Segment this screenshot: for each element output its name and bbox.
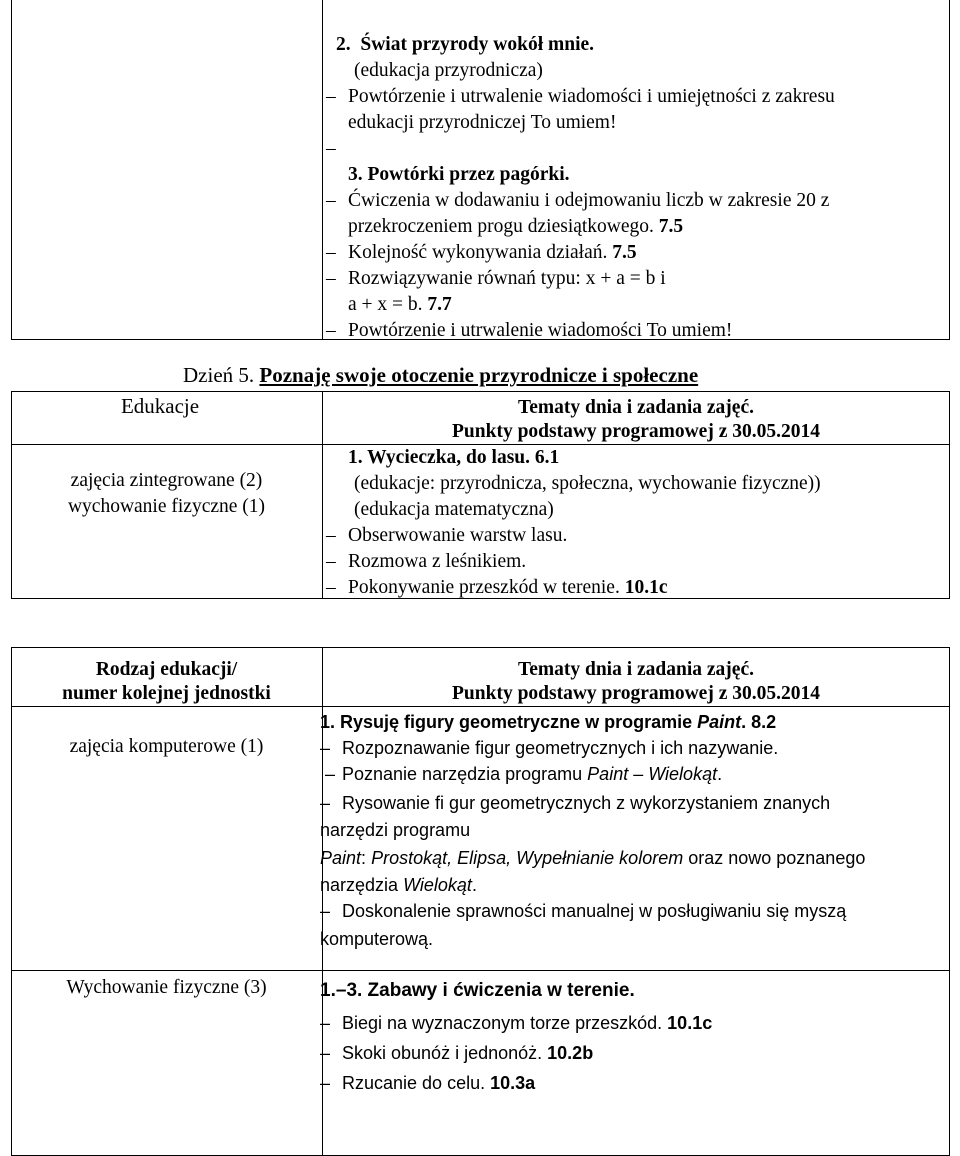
list-item: – Rozmowa z leśnikiem. [326, 551, 527, 572]
list-item: – Rzucanie do celu. 10.3a [320, 1073, 536, 1093]
list-item-cont: przekroczeniem progu dziesiątkowego. 7.5 [348, 216, 684, 237]
list-item: – [326, 138, 336, 159]
section-sub: (edukacja przyrodnicza) [354, 60, 543, 81]
row-label-wf: Wychowanie fizyczne (3) [66, 977, 267, 998]
lesson-title: 1.–3. Zabawy i ćwiczenia w terenie. [320, 980, 635, 1001]
lesson-table-row-line [12, 970, 949, 971]
row-label-komputerowe: zajęcia komputerowe (1) [69, 736, 264, 757]
list-item-cont: a + x = b. 7.7 [348, 294, 452, 315]
topic-title: 1. Wycieczka, do lasu. 6.1 [348, 447, 560, 468]
list-item: – Rozwiązywanie równań typu: x + a = b i [326, 268, 666, 289]
topic-line: (edukacje: przyrodnicza, społeczna, wychowanie fizyczne)) [354, 473, 821, 494]
list-item: – Rozpoznawanie figur geometrycznych i ich nazywanie. [320, 738, 779, 758]
col-header-punkty: Punkty podstawy programowej z 30.05.2014 [452, 683, 820, 704]
subsection-heading: 3. Powtórki przez pagórki. [348, 164, 570, 185]
list-item-cont: edukacji przyrodniczej To umiem! [348, 112, 617, 133]
list-item-cont: Paint: Prostokąt, Elipsa, Wypełnianie kolorem oraz nowo poznanego [320, 848, 866, 868]
col-header-edukacje: Edukacje [120, 394, 200, 418]
lesson-title: 1. Rysuję figury geometryczne w programie Paint. 8.2 [320, 712, 777, 732]
edukacja-wf: wychowanie fizyczne (1) [67, 496, 266, 517]
day-heading: Dzień 5. Poznaję swoje otoczenie przyrodnicze i społeczne [183, 363, 699, 387]
col-header-numer: numer kolejnej jednostki [62, 683, 271, 704]
list-item: – Biegi na wyznaczonym torze przeszkód. 10.1c [320, 1013, 713, 1033]
list-item: – Doskonalenie sprawności manualnej w posługiwaniu się myszą [320, 901, 847, 921]
list-item-cont: komputerową. [320, 929, 434, 949]
list-item: – Pokonywanie przeszkód w terenie. 10.1c [326, 577, 668, 598]
top-table-divider [322, 0, 323, 339]
list-item: – Poznanie narzędzia programu Paint – Wielokąt. [320, 764, 723, 784]
section-heading: 2. Świat przyrody wokół mnie. [336, 34, 595, 55]
list-item: – Powtórzenie i utrwalenie wiadomości i umiejętności z zakresu [326, 86, 835, 107]
list-item: – Powtórzenie i utrwalenie wiadomości To umiem! [326, 320, 733, 341]
edukacja-zintegrowana: zajęcia zintegrowane (2) [70, 470, 263, 491]
list-item-cont: narzędzia Wielokąt. [320, 875, 477, 895]
topic-line: (edukacja matematyczna) [354, 499, 554, 520]
list-item-cont: narzędzi programu [320, 820, 471, 840]
list-item: – Rysowanie fi gur geometrycznych z wykorzystaniem znanych [320, 793, 831, 813]
col-header-tematy: Tematy dnia i zadania zajęć. [518, 397, 754, 418]
col-header-punkty: Punkty podstawy programowej z 30.05.2014 [452, 421, 820, 442]
list-item: – Ćwiczenia w dodawaniu i odejmowaniu liczb w zakresie 20 z [326, 190, 830, 211]
col-header-tematy: Tematy dnia i zadania zajęć. [518, 659, 754, 680]
list-item: – Obserwowanie warstw lasu. [326, 525, 568, 546]
col-header-rodzaj: Rodzaj edukacji/ [95, 659, 238, 680]
list-item: – Skoki obunóż i jednonóż. 10.2b [320, 1043, 594, 1063]
list-item: – Kolejność wykonywania działań. 7.5 [326, 242, 637, 263]
